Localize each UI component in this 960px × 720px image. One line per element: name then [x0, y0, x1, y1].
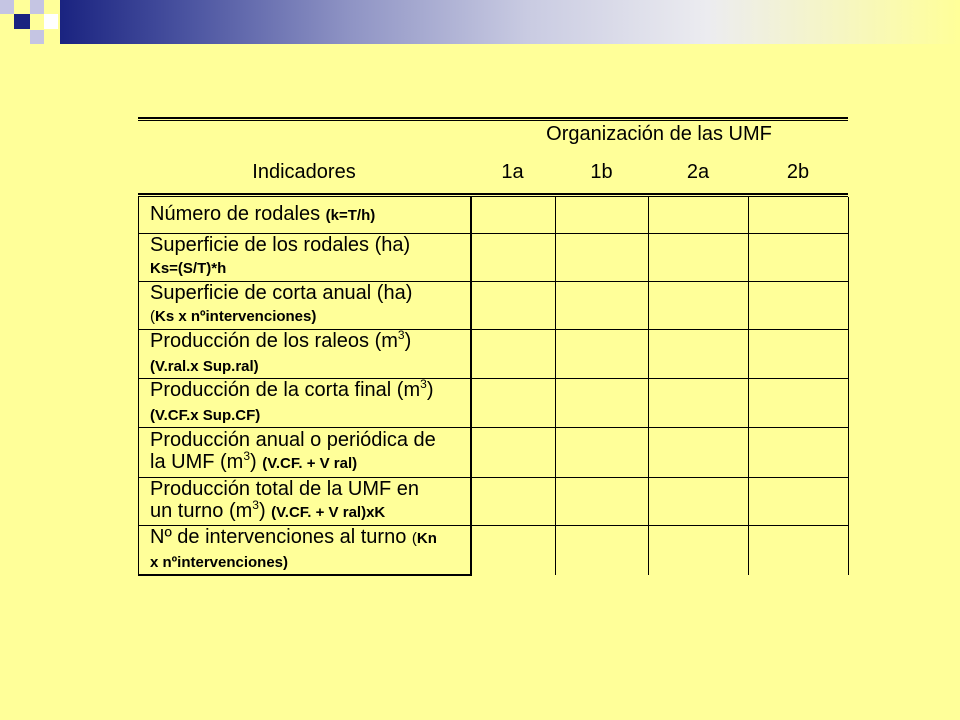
value-cell-1a — [471, 477, 556, 525]
indicator-line — [150, 451, 470, 475]
value-cell-1a — [471, 525, 556, 575]
indicator-text: Producción total de la UMF en — [150, 478, 420, 500]
value-cell-1b — [556, 378, 649, 427]
indicator-line — [150, 429, 470, 451]
value-cell-1b — [556, 477, 649, 525]
indicator-line — [150, 330, 470, 354]
indicator-text: ) — [258, 500, 272, 522]
indicator-line — [150, 379, 470, 403]
indicator-line — [150, 403, 470, 427]
decor-square — [30, 30, 44, 44]
value-cell-2b — [749, 525, 849, 575]
value-cell-2a — [649, 197, 749, 233]
value-cell-1a — [471, 329, 556, 378]
value-cell-2b — [749, 329, 849, 378]
value-cell-1a — [471, 281, 556, 329]
column-header-1a: 1a — [501, 161, 524, 183]
column-header-2b: 2b — [786, 161, 810, 183]
value-cell-2b — [749, 197, 849, 233]
table-row — [139, 233, 849, 281]
superscript: 3 — [243, 449, 251, 463]
value-cell-2a — [649, 329, 749, 378]
value-cell-2a — [649, 281, 749, 329]
value-cell-2a — [649, 427, 749, 477]
formula-text: Ks=(S/T)*h — [150, 260, 227, 277]
value-cell-1b — [556, 329, 649, 378]
indicator-line — [150, 234, 470, 256]
superscript: 3 — [397, 329, 405, 342]
indicator-line — [150, 478, 470, 500]
formula-text: Ks x nºintervenciones) — [155, 308, 317, 325]
column-header-1b: 1b — [590, 161, 613, 183]
value-cell-1a — [471, 378, 556, 427]
indicator-line — [150, 282, 470, 304]
value-cell-2a — [649, 477, 749, 525]
decor-square — [30, 0, 44, 14]
table-row — [139, 427, 849, 477]
superscript: 3 — [252, 498, 259, 512]
table-row — [139, 197, 849, 233]
formula-text: (V.CF.x Sup.CF) — [150, 406, 261, 424]
value-cell-2b — [749, 427, 849, 477]
value-cell-1a — [471, 427, 556, 477]
indicator-cell — [139, 427, 471, 477]
value-cell-1b — [556, 197, 649, 233]
indicator-line — [150, 550, 470, 574]
value-cell-1a — [471, 233, 556, 281]
value-cell-2b — [749, 281, 849, 329]
indicator-cell — [139, 197, 471, 233]
indicator-line — [150, 203, 470, 227]
indicator-cell — [139, 525, 471, 575]
indicator-text: ) — [426, 378, 434, 401]
formula-text: x nºintervenciones) — [150, 553, 289, 571]
indicator-text: la UMF (m — [150, 451, 244, 473]
value-cell-2b — [749, 477, 849, 525]
value-cell-2a — [649, 233, 749, 281]
indicator-cell — [139, 378, 471, 427]
indicator-cell — [139, 233, 471, 281]
indicator-text: ) — [250, 451, 263, 473]
value-cell-2b — [749, 233, 849, 281]
value-cell-1b — [556, 427, 649, 477]
value-cell-1b — [556, 525, 649, 575]
indicator-line — [150, 526, 470, 550]
indicator-cell — [139, 477, 471, 525]
formula-text: (V.CF. + V ral) — [262, 455, 358, 472]
indicator-text: ) — [404, 329, 412, 352]
formula-text: Kn — [416, 529, 437, 547]
header-gradient-bar — [60, 0, 960, 44]
value-cell-1b — [556, 281, 649, 329]
table-top-rule — [138, 117, 848, 121]
indicators-table — [138, 197, 849, 576]
indicator-text: ( — [411, 529, 417, 547]
indicator-text: Producción de los raleos (m — [150, 329, 398, 352]
indicator-text: un turno (m — [150, 500, 253, 522]
value-cell-1b — [556, 233, 649, 281]
indicator-line — [150, 304, 470, 328]
group-header: Organización de las UMF — [546, 123, 772, 145]
formula-text: (k=T/h) — [325, 206, 376, 224]
indicator-line — [150, 500, 470, 524]
table-row — [139, 378, 849, 427]
formula-text: (V.ral.x Sup.ral) — [150, 357, 259, 375]
superscript: 3 — [420, 378, 427, 391]
decor-square — [14, 14, 30, 29]
decor-square — [0, 0, 14, 14]
column-header-2a: 2a — [686, 161, 710, 183]
indicator-text: Superficie de los rodales (ha) — [150, 234, 411, 256]
indicator-text: Producción de la corta final (m — [150, 378, 421, 401]
table-row — [139, 281, 849, 329]
value-cell-1a — [471, 197, 556, 233]
indicator-line — [150, 354, 470, 378]
indicator-text: Superficie de corta anual (ha) — [150, 282, 413, 304]
value-cell-2a — [649, 525, 749, 575]
indicators-header: Indicadores — [252, 161, 356, 183]
indicator-cell — [139, 281, 471, 329]
indicator-line — [150, 256, 470, 280]
indicator-text: Producción anual o periódica de — [150, 429, 436, 451]
table-row — [139, 477, 849, 525]
value-cell-2b — [749, 378, 849, 427]
indicator-text: Número de rodales — [150, 202, 326, 225]
formula-text: (V.CF. + V ral)xK — [271, 504, 386, 521]
indicator-text: Nº de intervenciones al turno — [150, 525, 412, 548]
table-body — [139, 197, 849, 575]
table-row — [139, 525, 849, 575]
decor-square — [44, 14, 58, 29]
indicator-text: ( — [150, 308, 155, 325]
indicator-cell — [139, 329, 471, 378]
value-cell-2a — [649, 378, 749, 427]
table-row — [139, 329, 849, 378]
